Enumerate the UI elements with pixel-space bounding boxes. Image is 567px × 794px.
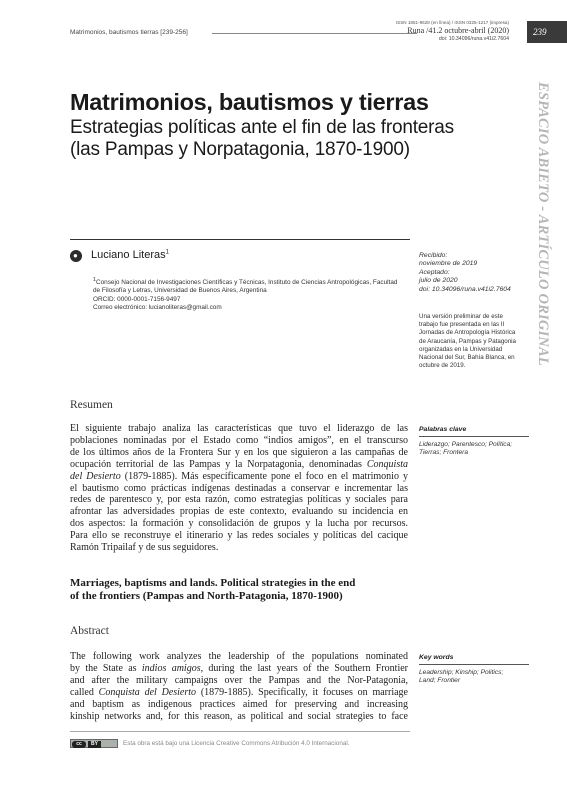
note-line: de Araucanía, Pampas y Patagonia	[419, 337, 517, 345]
header-doi: doi: 10.34096/runa.v41i2.7604	[438, 36, 509, 42]
license-text[interactable]: Esta obra está bajo una Licencia Creative Commons Atribución 4.0 Internacional.	[123, 740, 350, 747]
preliminary-note	[419, 313, 524, 370]
abstract-line: kinship networks and, for this reason, as political and social strategies to face	[70, 710, 408, 722]
resumen-line: Para ello se reconstruye el itinerario y las redes sociales y políticas del cacique	[70, 530, 408, 542]
keywords-en-line: Leadership; Kinship; Politics;	[419, 669, 504, 676]
cc-license-badge[interactable]	[70, 739, 118, 748]
resumen-line: poblaciones nominadas por el Estado como “indios amigos”, en el transcurso	[70, 434, 408, 446]
article-subtitle	[70, 117, 520, 161]
affiliation-line-1: Consejo Nacional de Investigaciones Científicas y Técnicas, Instituto de Ciencias Antropológicas, Facultad	[95, 279, 398, 287]
header-rule	[212, 33, 417, 34]
author-orcid[interactable]: ORCID: 0000-0001-7156-9497	[93, 295, 181, 303]
resumen-line: de los últimos años de la Frontera Sur y en los que siguieron a las campañas de	[70, 446, 408, 458]
by-icon: BY	[88, 741, 101, 748]
keywords-en	[419, 654, 529, 686]
affiliation-marker: 1	[93, 277, 96, 283]
resumen-body	[70, 423, 408, 554]
keywords-en-heading: Key words	[419, 654, 529, 665]
resumen-line: dos aspectos: la formación y consolidación de grupos y la lucha por recursos.	[70, 518, 408, 530]
journal-issue: Runa /41.2 octubre-abril (2020)	[407, 26, 509, 35]
author-affiliation	[93, 276, 413, 312]
author-name	[91, 249, 169, 261]
note-line: trabajo fue presentada en las II	[419, 321, 505, 329]
keywords-es-line: Liderazgo; Parentesco; Política;	[419, 441, 513, 448]
subtitle-line-2: (las Pampas y Norpatagonia, 1870-1900)	[70, 139, 410, 160]
abstract-text: , during the last years of the Southern Frontier	[200, 662, 408, 674]
received-date: noviembre de 2019	[419, 260, 478, 268]
abstract-text: called	[70, 686, 99, 698]
journal-info	[396, 20, 509, 42]
note-line: octubre de 2019.	[419, 362, 466, 370]
english-title-line-2: of the frontiers (Pampas and North-Patagonia, 1870-1900)	[70, 589, 343, 602]
english-title-line-1: Marriages, baptisms and lands. Political strategies in the end	[70, 577, 356, 589]
author-email[interactable]: Correo electrónico: lucianoliteras@gmail.com	[93, 303, 222, 311]
keywords-en-list	[419, 669, 529, 686]
running-title: Matrimonios, bautismos tierras [239-256]	[70, 29, 188, 36]
abstract-body	[70, 651, 408, 722]
keywords-es	[419, 426, 529, 458]
italic-term: Conquista	[366, 458, 408, 470]
author-superscript: 1	[165, 249, 169, 256]
keywords-es-heading: Palabras clave	[419, 426, 529, 437]
orcid-icon[interactable]: ●	[70, 250, 82, 262]
resumen-line: Ramón Tripailaf y de sus seguidores.	[70, 542, 219, 554]
abstract-line: The following work analyzes the leadership of the populations nominated	[70, 651, 408, 662]
resumen-line: el bautismo como prácticas indígenas destinadas a conservar e incrementar las	[70, 482, 408, 494]
resumen-line: redes de parentesco y, por esta razón, como estrategias políticas y sociales para	[70, 494, 408, 506]
footer-rule	[70, 731, 410, 732]
note-line: organizadas en la Universidad	[419, 345, 503, 353]
abstract-line	[70, 687, 408, 699]
resumen-line: El siguiente trabajo analiza las características que tuvo el liderazgo de las	[70, 423, 408, 434]
section-side-label: ESPACIO ABIETO - ARTÍCULO ORIGINAL	[535, 82, 551, 366]
resumen-line-text: ocupación territorial de las Pampas y la Norpatagonia, denominadas	[70, 458, 367, 470]
resumen-line	[70, 471, 408, 483]
article-doi[interactable]: doi: 10.34096/runa.v41i2.7604	[419, 285, 511, 293]
abstract-heading: Abstract	[70, 625, 109, 637]
article-dates	[419, 252, 529, 294]
subtitle-line-1: Estrategias políticas ante el fin de las fronteras	[70, 117, 454, 138]
keywords-es-list	[419, 441, 529, 458]
keywords-en-line: Land; Frontier	[419, 677, 461, 685]
issn: ISSN 1851-9628 (en línea) / ISSN 0325-1217 (impresa)	[395, 20, 509, 25]
page-number: 239	[527, 21, 567, 43]
received-label: Recibido:	[419, 252, 448, 259]
italic-term: indios amigos	[141, 662, 201, 674]
accepted-date: julio de 2020	[419, 277, 458, 285]
abstract-line: and after the military campaigns over the Pampas and the Nor-Patagonia,	[70, 674, 408, 686]
resumen-line: afrontar las adversidades propias de este contexto, evaluando su incidencia en	[70, 506, 408, 518]
abstract-text: by the State as	[70, 662, 142, 674]
cc-icon: cc	[72, 741, 86, 748]
english-title	[70, 577, 410, 602]
note-line: Nacional del Sur, Bahía Blanca, en	[419, 354, 515, 362]
resumen-heading: Resumen	[70, 399, 113, 411]
abstract-line: and baptism as indigenous practices aimed for preserving and increasing	[70, 698, 408, 710]
keywords-es-line: Tierras; Frontera	[419, 449, 469, 457]
author-name-text: Luciano Literas	[91, 249, 166, 261]
abstract-text: (1879-1885). Specifically, it focuses on marriage	[196, 686, 408, 698]
resumen-line	[70, 459, 408, 471]
note-line: Jornadas de Antropología Histórica	[419, 329, 516, 337]
note-line: Una versión preliminar de este	[419, 313, 503, 320]
italic-term: Conquista del Desierto	[98, 686, 197, 698]
resumen-line-text: (1879-1885). Más específicamente pone el foco en el matrimonio y	[120, 470, 408, 482]
italic-term: del Desierto	[70, 470, 121, 482]
article-title: Matrimonios, bautismos y tierras	[70, 89, 429, 115]
accepted-label: Aceptado:	[419, 268, 450, 276]
affiliation-line-2: de Filosofía y Letras, Universidad de Buenos Aires, Argentina	[93, 287, 267, 295]
abstract-line	[70, 663, 408, 675]
title-rule	[70, 239, 410, 240]
